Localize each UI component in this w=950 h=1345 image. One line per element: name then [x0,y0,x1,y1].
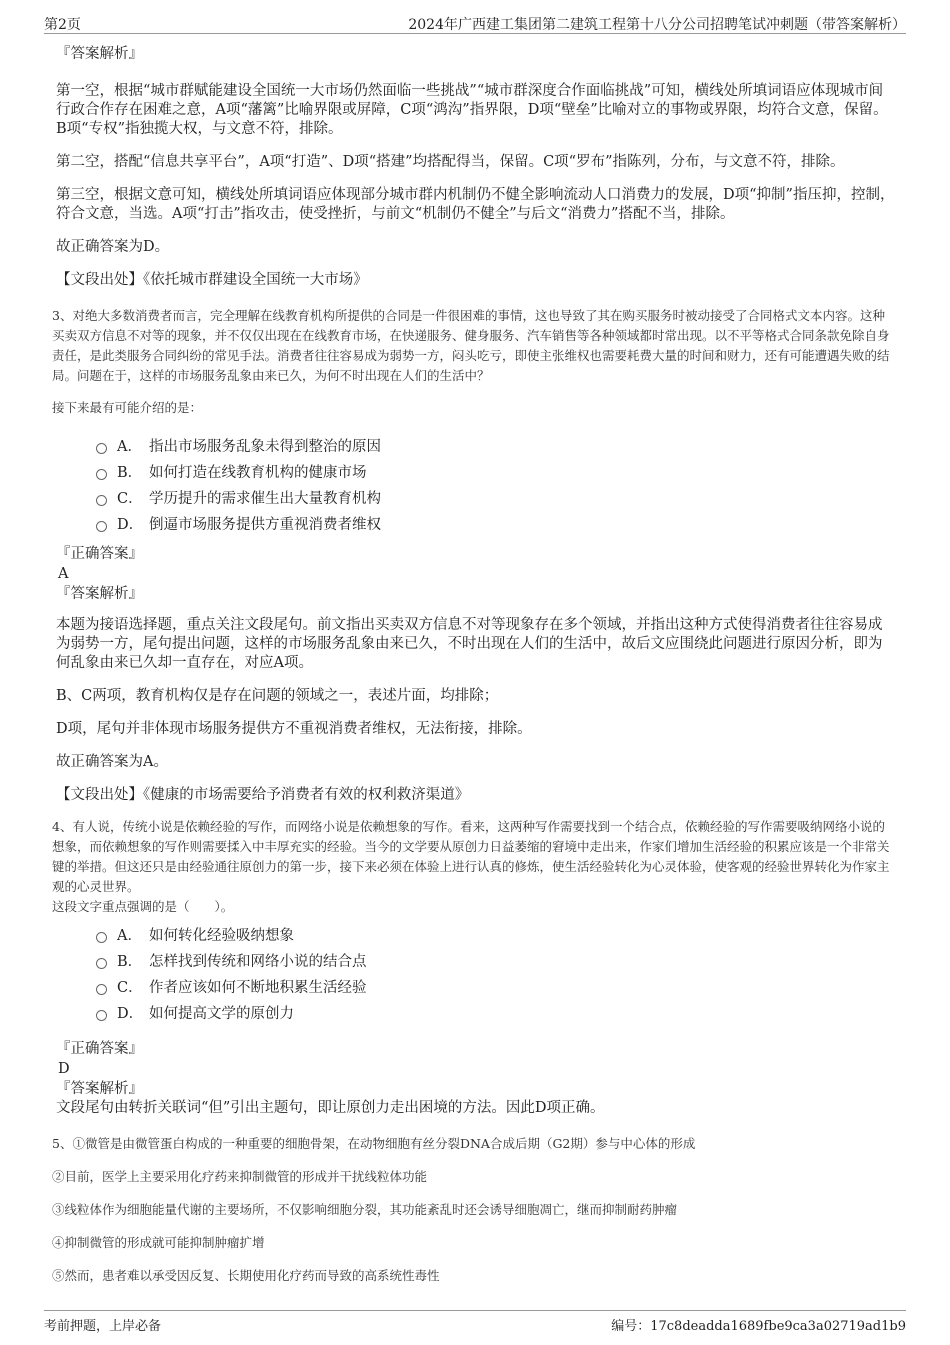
option-a[interactable]: A． 如何转化经验吸纳想象 [96,921,896,947]
correct-answer: A [58,566,69,582]
radio-icon[interactable] [96,1010,107,1021]
analysis-paragraph: 第一空，根据“城市群赋能建设全国统一大市场仍然面临一些挑战”“城市群深度合作面临挑战”可知，横线处所填词语应体现城市间行政合作存在困难之意，A项“藩篱”比喻界限或屏障，C项“鸿沟”指界限，D项“壁垒”比喻对立的事物或界限，均符合文意，保留。B项“专权”指独揽大权，与文意不符，排除。 [56,83,888,137]
analysis-paragraph: B、C两项，教育机构仅是存在问题的领域之一，表述片面，均排除； [56,688,499,704]
option-d[interactable]: D． 如何提高文学的原创力 [96,999,896,1025]
radio-icon[interactable] [96,521,107,532]
question-3-stem: 3、对绝大多数消费者而言，完全理解在线教育机构所提供的合同是一件很困难的事情，这也导致了其在购买服务时被动接受了合同格式文本内容。这种买卖双方信息不对等的现象，并不仅仅出现在在线教育市场，在快递服务、健身服务、汽车销售等各种领域都时常出现。以不平等格式合同条款免除自身责任，是此类服务合同纠纷的常见手法。消费者往往容易成为弱势一方，闷头吃亏，即使主张维权也需要耗费大量的时间和财力，还有可能遭遇失败的结局。问题在于，这样的市场服务乱象由来已久，为何不时出现在人们的生活中？ [52,308,890,383]
question-5-item: ③线粒体作为细胞能量代谢的主要场所，不仅影响细胞分裂，其功能紊乱时还会诱导细胞凋亡，继而抑制耐药肿瘤 [52,1202,678,1217]
analysis-paragraph: 第二空，搭配“信息共享平台”，A项“打造”、D项“搭建”均搭配得当，保留。C项“罗布”指陈列，分布，与文意不符，排除。 [56,154,845,170]
analysis-tag: 『答案解析』 [56,586,143,602]
page-header [44,10,906,34]
option-c[interactable]: C． 作者应该如何不断地积累生活经验 [96,973,896,999]
radio-icon[interactable] [96,443,107,454]
question-5-item: 5、①微管是由微管蛋白构成的一种重要的细胞骨架，在动物细胞有丝分裂DNA合成后期（G2期）参与中心体的形成 [52,1136,696,1151]
question-3-options [96,432,896,536]
question-3-prompt: 接下来最有可能介绍的是： [52,400,203,415]
question-5-item: ④抑制微管的形成就可能抑制肿瘤扩增 [52,1235,265,1250]
source-citation: 【文段出处】《健康的市场需要给予消费者有效的权利救济渠道》 [56,787,470,803]
page-footer [44,1310,906,1340]
option-d[interactable]: D． 倒逼市场服务提供方重视消费者维权 [96,510,896,536]
analysis-paragraph: 文段尾句由转折关联词“但”引出主题句，即让原创力走出困境的方法。因此D项正确。 [56,1100,605,1116]
document-title: 2024年广西建工集团第二建筑工程第十八分公司招聘笔试冲刺题（带答案解析） [408,17,906,33]
analysis-tag: 『答案解析』 [56,1081,143,1097]
document-body [52,44,896,1286]
radio-icon[interactable] [96,984,107,995]
correct-answer: D [58,1061,70,1077]
analysis-tag: 『答案解析』 [56,46,143,62]
radio-icon[interactable] [96,469,107,480]
radio-icon[interactable] [96,932,107,943]
analysis-paragraph: D项，尾句并非体现市场服务提供方不重视消费者维权，无法衔接，排除。 [56,721,532,737]
footer-slogan: 考前押题，上岸必备 [44,1319,162,1334]
question-4-prompt: 这段文字重点强调的是（ ）。 [52,899,234,914]
option-c[interactable]: C． 学历提升的需求催生出大量教育机构 [96,484,896,510]
question-4-options [96,921,896,1025]
source-citation: 【文段出处】《依托城市群建设全国统一大市场》 [56,272,368,288]
option-b[interactable]: B． 如何打造在线教育机构的健康市场 [96,458,896,484]
correct-answer-tag: 『正确答案』 [56,546,143,562]
analysis-paragraph: 故正确答案为D。 [56,239,170,255]
page-number: 第2页 [44,17,81,33]
question-4-stem: 4、有人说，传统小说是依赖经验的写作，而网络小说是依赖想象的写作。看来，这两种写作需要找到一个结合点，依赖经验的写作需要吸纳网络小说的想象，而依赖想象的写作则需要揉入中丰厚充实的经验。当今的文学要从原创力日益萎缩的窘境中走出来，作家们增加生活经验的积累应该是一个非常关键的举措。但这还只是由经验通往原创力的第一步，接下来必须在体验上进行认真的修炼，使生活经验转化为心灵体验，使客观的经验世界转化为作家主观的心灵世界。 [52,819,890,894]
radio-icon[interactable] [96,958,107,969]
question-5-item: ⑤然而，患者难以承受因反复、长期使用化疗药而导致的高系统性毒性 [52,1268,440,1283]
option-b[interactable]: B． 怎样找到传统和网络小说的结合点 [96,947,896,973]
document-id: 编号：17c8deadda1689fbe9ca3a02719ad1b9 [611,1319,906,1334]
correct-answer-tag: 『正确答案』 [56,1041,143,1057]
analysis-paragraph: 第三空，根据文意可知，横线处所填词语应体现部分城市群内机制仍不健全影响流动人口消费力的发展，D项“抑制”指压抑，控制，符合文意，当选。A项“打击”指攻击，使受挫折，与前文“机制仍不健全”与后文“消费力”搭配不当，排除。 [56,187,895,222]
question-5-item: ②目前，医学上主要采用化疗药来抑制微管的形成并干扰线粒体功能 [52,1169,428,1184]
analysis-paragraph: 本题为接语选择题，重点关注文段尾句。前文指出买卖双方信息不对等现象存在多个领域，并指出这种方式使得消费者往往容易成为弱势一方，尾句提出问题，这样的市场服务乱象由来已久，不时出现在人们的生活中，故后文应围绕此问题进行原因分析，即为何乱象由来已久却一直存在，对应A项。 [56,617,883,671]
option-a[interactable]: A． 指出市场服务乱象未得到整治的原因 [96,432,896,458]
analysis-paragraph: 故正确答案为A。 [56,754,168,770]
radio-icon[interactable] [96,495,107,506]
